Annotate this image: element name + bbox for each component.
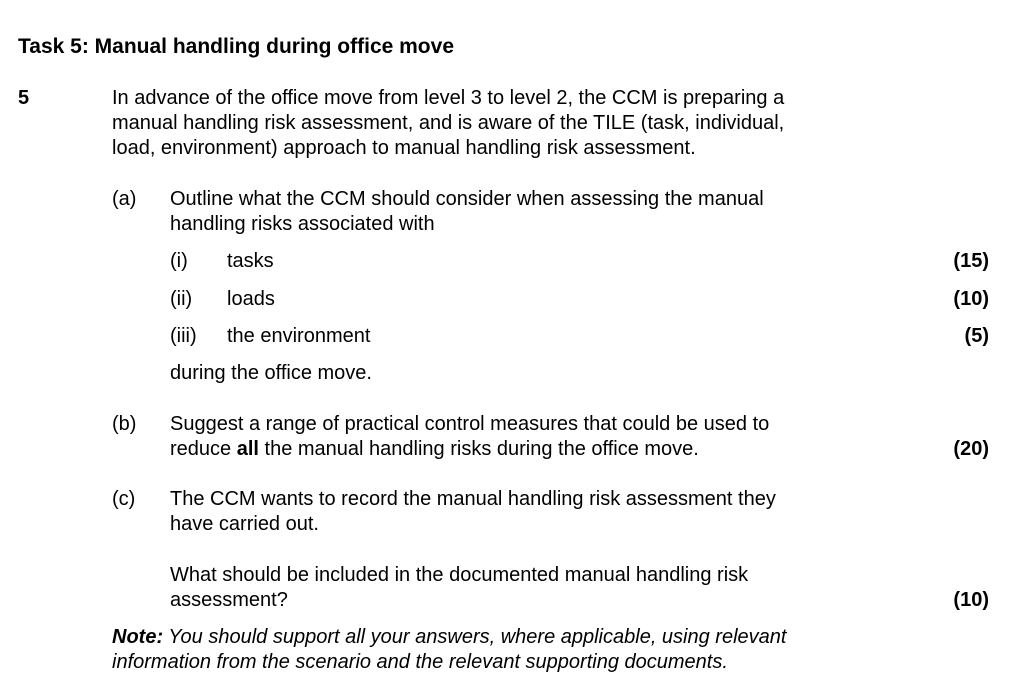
subpart-iii-text: the environment bbox=[227, 325, 371, 347]
part-c-text bbox=[170, 487, 776, 537]
intro-line: In advance of the office move from level 3 to level 2, the CCM is preparing a bbox=[112, 87, 785, 109]
intro-line: manual handling risk assessment, and is aware of the TILE (task, individual, bbox=[112, 112, 785, 134]
part-c-label: (c) bbox=[112, 488, 136, 510]
part-c-question bbox=[170, 563, 748, 613]
note bbox=[112, 625, 786, 675]
question-intro bbox=[112, 86, 784, 161]
part-c-marks: (10) bbox=[953, 589, 989, 611]
subpart-ii-label: (ii) bbox=[170, 288, 193, 310]
question-number: 5 bbox=[18, 87, 30, 109]
part-b-text bbox=[170, 412, 769, 462]
part-c-question-line: assessment? bbox=[170, 589, 288, 611]
note-line bbox=[112, 625, 786, 650]
part-b-line: Suggest a range of practical control measures that could be used to bbox=[170, 413, 770, 435]
subpart-i-text: tasks bbox=[227, 250, 274, 272]
subpart-iii-marks: (5) bbox=[964, 325, 989, 347]
subpart-i-label: (i) bbox=[170, 250, 188, 272]
part-b-label: (b) bbox=[112, 413, 137, 435]
part-a-text bbox=[170, 187, 764, 237]
subpart-ii-text: loads bbox=[227, 288, 275, 310]
task-title: Task 5: Manual handling during office move bbox=[18, 35, 454, 58]
subpart-ii-marks: (10) bbox=[953, 288, 989, 310]
part-b-marks: (20) bbox=[953, 438, 989, 460]
note-text: You should support all your answers, where applicable, using relevant bbox=[163, 626, 787, 648]
note-line: information from the scenario and the relevant supporting documents. bbox=[112, 651, 728, 673]
note-label: Note: bbox=[112, 626, 164, 648]
part-c-question-line: What should be included in the documented manual handling risk bbox=[170, 564, 749, 586]
part-b-emphasis: all bbox=[236, 438, 259, 460]
part-a-line: Outline what the CCM should consider when assessing the manual bbox=[170, 188, 764, 210]
subpart-i-marks: (15) bbox=[953, 250, 989, 272]
subpart-iii-label: (iii) bbox=[170, 325, 197, 347]
part-a-closing: during the office move. bbox=[170, 362, 372, 384]
part-c-line: The CCM wants to record the manual handling risk assessment they bbox=[170, 488, 776, 510]
part-b-line-start: reduce bbox=[170, 438, 237, 460]
intro-line: load, environment) approach to manual handling risk assessment. bbox=[112, 137, 696, 159]
part-b-line bbox=[170, 437, 769, 462]
part-a-label: (a) bbox=[112, 188, 137, 210]
part-c-line: have carried out. bbox=[170, 513, 319, 535]
part-a-line: handling risks associated with bbox=[170, 213, 435, 235]
part-b-line-end: the manual handling risks during the office move. bbox=[258, 438, 699, 460]
